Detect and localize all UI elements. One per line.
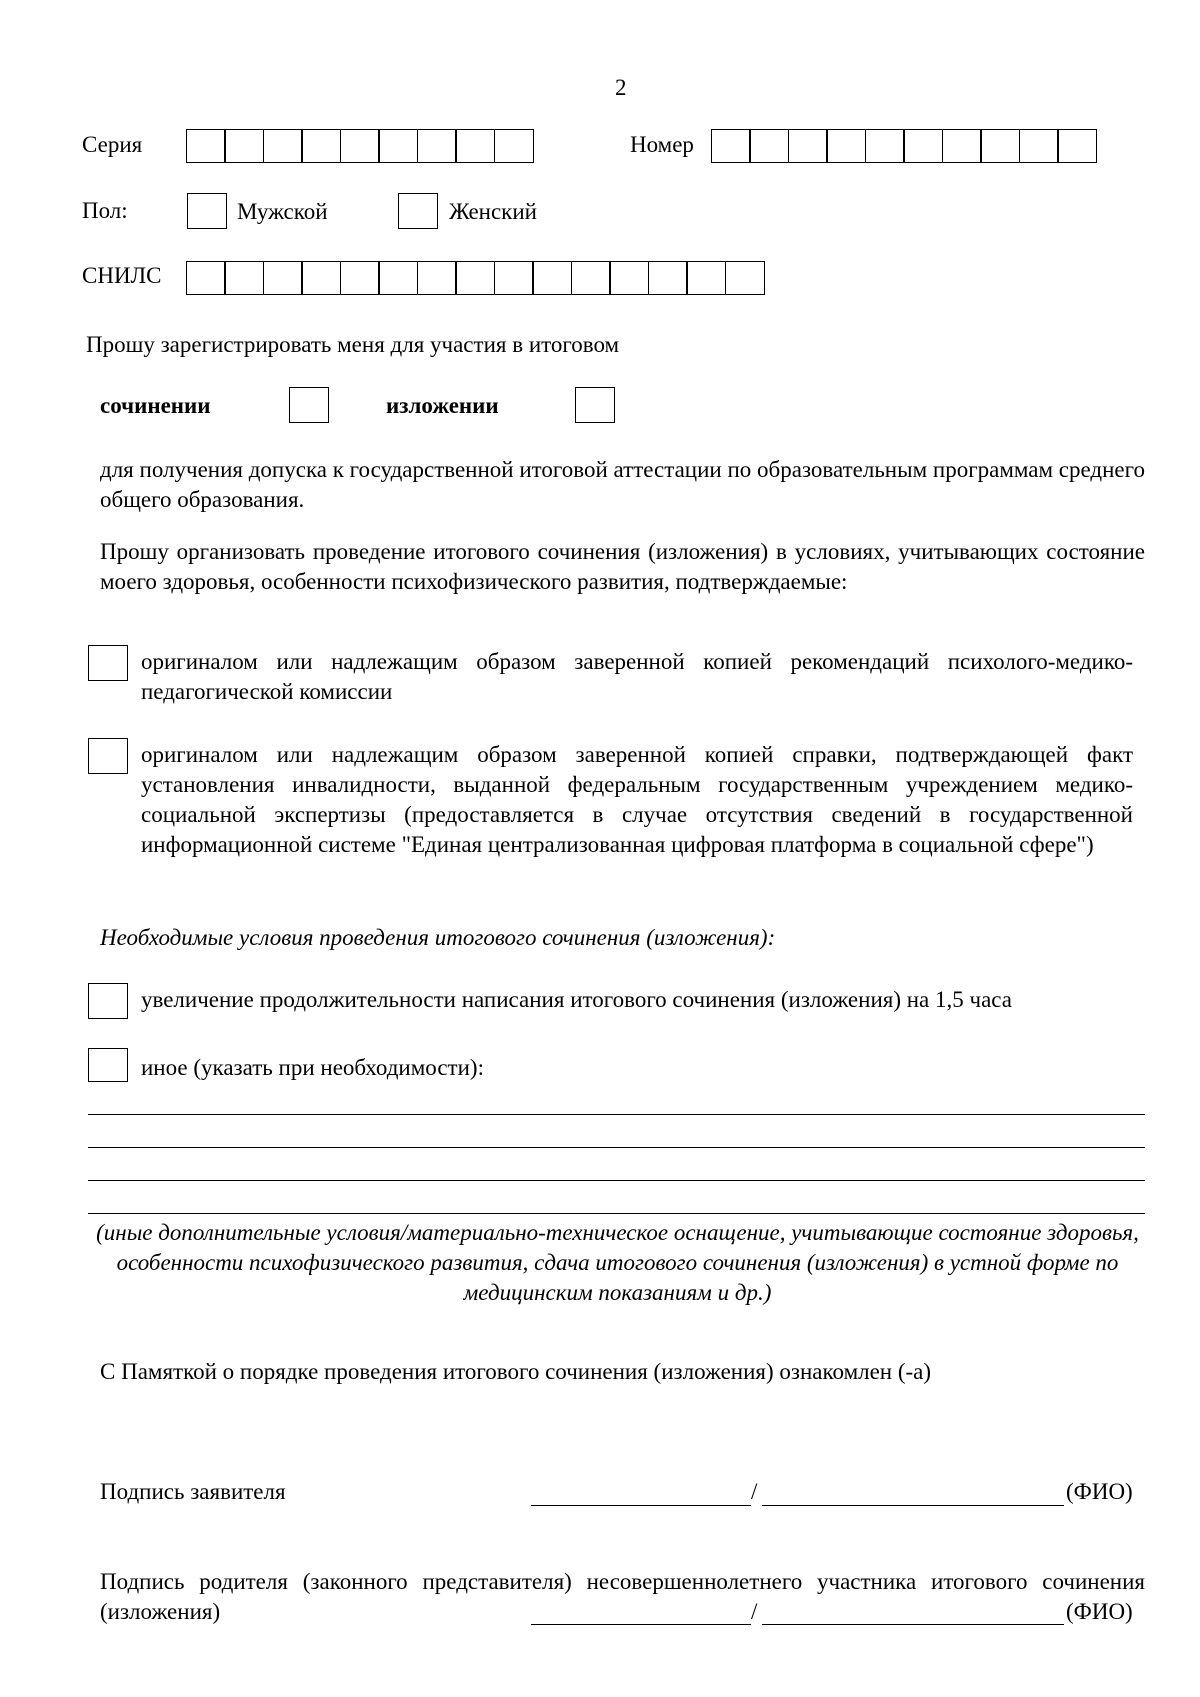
parent-signature-line[interactable]	[531, 1624, 751, 1625]
pmpk-option: оригиналом или надлежащим образом заверенной копией рекомендаций психолого-медико-педагогической комиссии	[141, 649, 1133, 704]
snils-cell[interactable]	[609, 261, 649, 295]
essay-label: сочинении	[100, 393, 211, 418]
series-cell[interactable]	[494, 129, 534, 163]
number-cell[interactable]	[980, 129, 1020, 163]
registration-purpose: для получения допуска к государственной итоговой аттестации по образовательным программам среднего общего образования.	[100, 457, 1145, 512]
series-cell[interactable]	[263, 129, 303, 163]
number-cell[interactable]	[788, 129, 828, 163]
applicant-separator: /	[751, 1479, 758, 1504]
series-cell[interactable]	[455, 129, 495, 163]
essay-checkbox[interactable]	[289, 387, 329, 423]
snils-cell[interactable]	[725, 261, 765, 295]
number-cell[interactable]	[1057, 129, 1097, 163]
series-cell[interactable]	[186, 129, 226, 163]
snils-cell[interactable]	[494, 261, 534, 295]
snils-cell[interactable]	[648, 261, 688, 295]
snils-cell[interactable]	[417, 261, 457, 295]
conditions-request: Прошу организовать проведение итогового сочинения (изложения) в условиях, учитывающих состояние моего здоровья, особенности психофизического развития, подтверждаемые:	[100, 539, 1145, 594]
female-label: Женский	[449, 199, 537, 224]
applicant-signature-label: Подпись заявителя	[100, 1479, 286, 1504]
parent-signature-label: Подпись родителя (законного представителя) несовершеннолетнего участника итогового сочинения (изложения)	[100, 1569, 1145, 1624]
registration-request: Прошу зарегистрировать меня для участия в итоговом	[86, 332, 620, 357]
series-cell[interactable]	[417, 129, 457, 163]
male-label: Мужской	[237, 199, 328, 224]
snils-cell[interactable]	[532, 261, 572, 295]
pmpk-checkbox[interactable]	[88, 645, 128, 681]
other-conditions-note: (иные дополнительные условия/материально-техническое оснащение, учитывающие состояние здоровья, особенности психофизического развития, сдача итогового сочинения (изложения) в устной форме по медицинским показаниям и др.)	[96, 1220, 1139, 1305]
required-conditions-heading: Необходимые условия проведения итогового сочинения (изложения):	[100, 925, 776, 950]
sex-label: Пол:	[82, 198, 128, 223]
applicant-signature-line[interactable]	[531, 1505, 751, 1506]
parent-separator: /	[751, 1599, 758, 1624]
series-cell[interactable]	[378, 129, 418, 163]
extend-time-option: увеличение продолжительности написания итогового сочинения (изложения) на 1,5 часа	[141, 987, 1012, 1012]
parent-fio-label: (ФИО)	[1066, 1599, 1133, 1624]
other-conditions-line[interactable]	[88, 1180, 1145, 1181]
series-field[interactable]	[187, 129, 534, 163]
other-conditions-line[interactable]	[88, 1213, 1145, 1214]
applicant-fio-label: (ФИО)	[1066, 1479, 1133, 1504]
number-label: Номер	[630, 132, 694, 157]
other-option: иное (указать при необходимости):	[141, 1055, 484, 1080]
exposition-checkbox[interactable]	[575, 387, 615, 423]
snils-cell[interactable]	[186, 261, 226, 295]
series-cell[interactable]	[224, 129, 264, 163]
other-checkbox[interactable]	[88, 1048, 128, 1082]
snils-cell[interactable]	[340, 261, 380, 295]
series-label: Серия	[82, 132, 143, 157]
acknowledgement: С Памяткой о порядке проведения итогового сочинения (изложения) ознакомлен (-а)	[100, 1359, 932, 1384]
snils-cell[interactable]	[301, 261, 341, 295]
number-cell[interactable]	[826, 129, 866, 163]
number-cell[interactable]	[1019, 129, 1059, 163]
page-number: 2	[615, 75, 627, 100]
snils-label: СНИЛС	[82, 263, 162, 288]
snils-cell[interactable]	[455, 261, 495, 295]
female-checkbox[interactable]	[398, 193, 438, 229]
snils-cell[interactable]	[686, 261, 726, 295]
male-checkbox[interactable]	[187, 193, 227, 229]
parent-fio-line[interactable]	[762, 1624, 1064, 1625]
snils-field[interactable]	[187, 261, 765, 295]
exposition-label: изложении	[386, 393, 499, 418]
disability-checkbox[interactable]	[88, 738, 128, 774]
other-conditions-line[interactable]	[88, 1147, 1145, 1148]
snils-cell[interactable]	[571, 261, 611, 295]
snils-cell[interactable]	[263, 261, 303, 295]
series-cell[interactable]	[301, 129, 341, 163]
number-field[interactable]	[712, 129, 1097, 163]
series-cell[interactable]	[340, 129, 380, 163]
snils-cell[interactable]	[224, 261, 264, 295]
disability-option: оригиналом или надлежащим образом заверенной копией справки, подтверждающей факт установления инвалидности, выданной федеральным государственным учреждением медико-социальной экспертизы (предоставляется в случае отсутствия сведений в государственной информационной системе "Единая централизованная цифровая платформа в социальной сфере")	[141, 742, 1133, 857]
applicant-fio-line[interactable]	[762, 1505, 1064, 1506]
extend-time-checkbox[interactable]	[88, 983, 128, 1019]
other-conditions-line[interactable]	[88, 1114, 1145, 1115]
number-cell[interactable]	[865, 129, 905, 163]
number-cell[interactable]	[749, 129, 789, 163]
number-cell[interactable]	[942, 129, 982, 163]
number-cell[interactable]	[711, 129, 751, 163]
snils-cell[interactable]	[378, 261, 418, 295]
number-cell[interactable]	[903, 129, 943, 163]
